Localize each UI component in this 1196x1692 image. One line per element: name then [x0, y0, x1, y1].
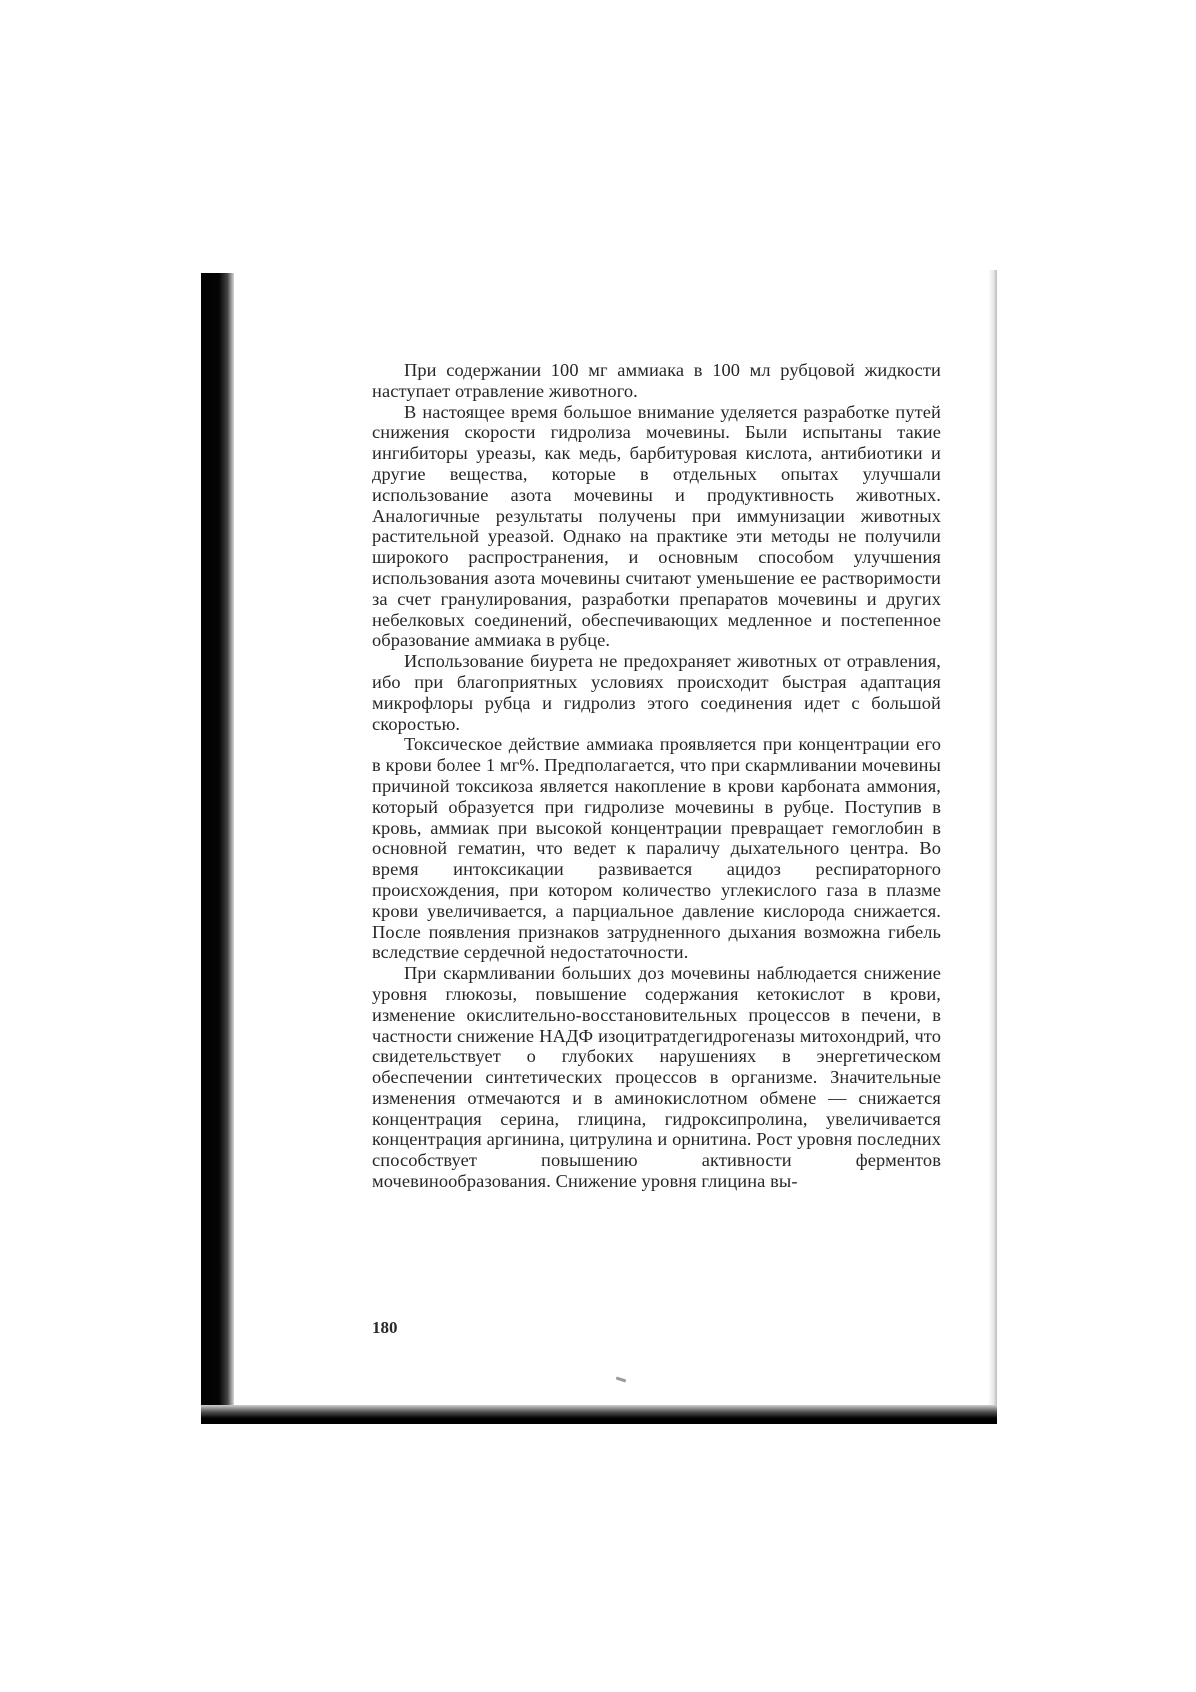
scan-shadow-bottom: [201, 1405, 997, 1424]
scan-speck: [616, 1377, 626, 1383]
paragraph: При скармливании больших доз мочевины наблюдается снижение уровня глюкозы, повышение содержания кетокислот в крови, изменение окислительно-восстановительных процессов в печени, в частности снижение НАДФ изоцитратдегидрогеназы митохондрий, что свидетельствует о глубоких нарушениях в энергетическом обеспечении синтетических процессов в организме. Значительные изменения отмечаются и в аминокислотном обмене — снижается концентрация серина, глицина, гидроксипролина, увеличивается концентрация аргинина, цитрулина и орнитина. Рост уровня последних способствует повышению активности ферментов мочевинообразования. Снижение уровня глицина вы-: [372, 963, 941, 1192]
body-text: [372, 360, 941, 1192]
paragraph: В настоящее время большое внимание уделяется разработке путей снижения скорости гидролиза мочевины. Были испытаны такие ингибиторы уреазы, как медь, барбитуровая кислота, антибиотики и другие вещества, которые в отдельных опытах улучшали использование азота мочевины и продуктивность животных. Аналогичные результаты получены при иммунизации животных растительной уреазой. Однако на практике эти методы не получили широкого распространения, и основным способом улучшения использования азота мочевины считают уменьшение ее растворимости за счет гранулирования, разработки препаратов мочевины и других небелковых соединений, обеспечивающих медленное и постепенное образование аммиака в рубце.: [372, 401, 941, 651]
paragraph: При содержании 100 мг аммиака в 100 мл рубцовой жидкости наступает отравление животного.: [372, 360, 941, 401]
paragraph: Использование биурета не предохраняет животных от отравления, ибо при благоприятных условиях происходит быстрая адаптация микрофлоры рубца и гидролиз этого соединения идет с большой скоростью.: [372, 651, 941, 734]
paragraph: Токсическое действие аммиака проявляется при концентрации его в крови более 1 мг%. Предполагается, что при скармливании мочевины причиной токсикоза является накопление в крови карбоната аммония, который образуется при гидролизе мочевины в рубце. Поступив в кровь, аммиак при высокой концентрации превращает гемоглобин в основной гематин, что ведет к параличу дыхательного центра. Во время интоксикации развивается ацидоз респираторного происхождения, при котором количество углекислого газа в плазме крови увеличивается, а парциальное давление кислорода снижается. После появления признаков затрудненного дыхания возможна гибель вследствие сердечной недостаточности.: [372, 734, 941, 963]
scan-shadow-left: [201, 273, 234, 1424]
page-number: 180: [372, 1318, 398, 1337]
scan-shadow-right: [988, 270, 997, 1424]
